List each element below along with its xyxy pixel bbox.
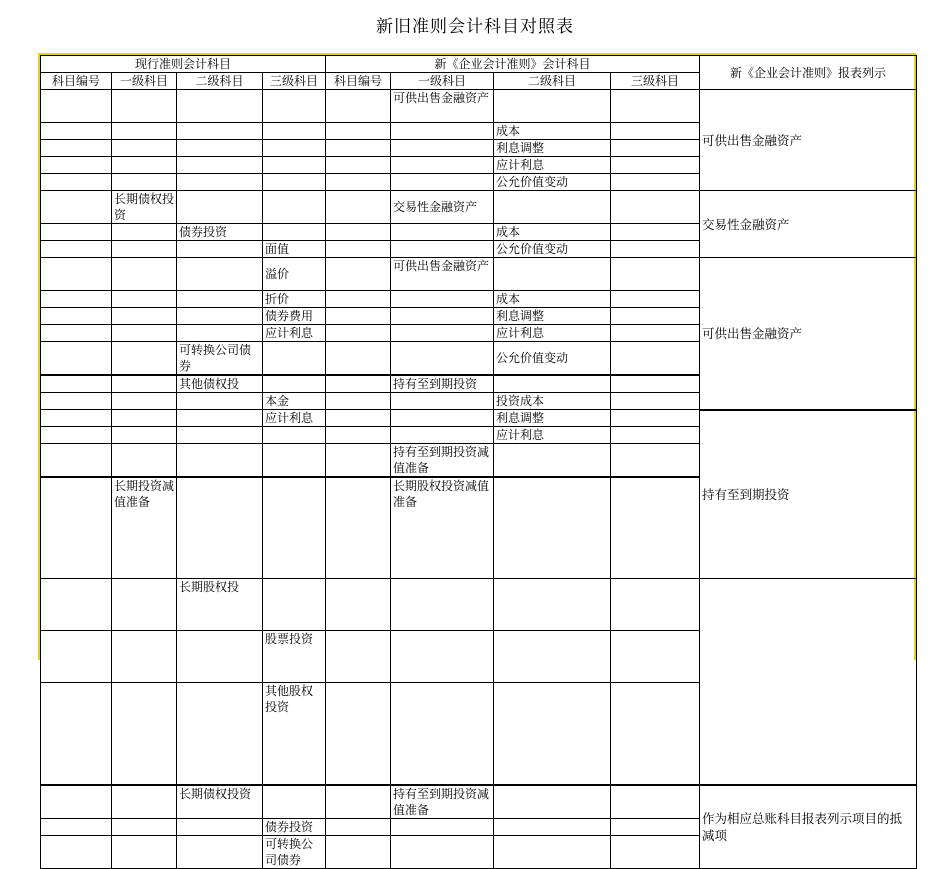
cell <box>391 325 494 342</box>
cell: 长期股权投资减值准备 <box>391 477 494 579</box>
cell <box>263 174 326 191</box>
header-col: 科目编号 <box>326 73 391 90</box>
cell <box>112 410 177 427</box>
cell: 债券投资 <box>263 818 326 835</box>
cell <box>611 785 700 819</box>
cell <box>112 579 177 631</box>
cell <box>611 241 700 258</box>
cell <box>263 224 326 241</box>
cell <box>263 785 326 819</box>
table-row <box>41 191 917 224</box>
cell: 成本 <box>494 123 611 140</box>
cell <box>263 140 326 157</box>
cell <box>326 325 391 342</box>
cell <box>611 427 700 444</box>
cell <box>494 785 611 819</box>
header-col: 二级科目 <box>494 73 611 90</box>
cell <box>177 427 263 444</box>
cell <box>112 375 177 393</box>
cell <box>263 579 326 631</box>
header-col: 一级科目 <box>112 73 177 90</box>
cell <box>391 140 494 157</box>
cell <box>41 631 112 683</box>
cell <box>611 410 700 427</box>
cell <box>177 241 263 258</box>
cell: 长期股权投 <box>177 579 263 631</box>
table-row <box>41 682 917 784</box>
cell <box>326 157 391 174</box>
cell: 其他债权投 <box>177 375 263 393</box>
cell <box>41 818 112 835</box>
page-title: 新旧准则会计科目对照表 <box>376 17 574 37</box>
cell: 长期投资减值准备 <box>112 477 177 579</box>
cell <box>41 579 112 631</box>
cell <box>611 325 700 342</box>
cell <box>391 123 494 140</box>
cell <box>391 291 494 308</box>
cell <box>41 224 112 241</box>
cell <box>263 342 326 376</box>
cell: 溢价 <box>263 258 326 291</box>
report-cell: 可供出售金融资产 <box>700 258 917 410</box>
cell <box>611 579 700 631</box>
cell <box>112 835 177 868</box>
mapping-table <box>40 55 917 869</box>
cell <box>611 90 700 123</box>
cell <box>41 393 112 410</box>
cell <box>326 191 391 224</box>
cell <box>326 174 391 191</box>
cell <box>494 375 611 393</box>
table-row <box>41 410 917 427</box>
cell: 折价 <box>263 291 326 308</box>
cell <box>494 191 611 224</box>
cell: 持有至到期投资 <box>391 375 494 393</box>
cell: 可转换公司债券 <box>263 835 326 868</box>
cell <box>611 444 700 478</box>
cell <box>494 682 611 784</box>
cell: 应计利息 <box>494 157 611 174</box>
table-row <box>41 258 917 291</box>
header-col: 二级科目 <box>177 73 263 90</box>
cell <box>177 818 263 835</box>
header-old-group: 现行准则会计科目 <box>41 56 326 73</box>
cell <box>611 375 700 393</box>
cell <box>112 818 177 835</box>
cell <box>326 375 391 393</box>
cell <box>177 191 263 224</box>
cell <box>494 444 611 478</box>
cell: 成本 <box>494 224 611 241</box>
cell <box>326 291 391 308</box>
cell <box>326 427 391 444</box>
cell <box>391 174 494 191</box>
cell: 公允价值变动 <box>494 241 611 258</box>
cell <box>177 393 263 410</box>
cell <box>112 291 177 308</box>
cell: 利息调整 <box>494 308 611 325</box>
cell <box>112 174 177 191</box>
cell <box>112 682 177 784</box>
cell <box>41 342 112 376</box>
cell: 交易性金融资产 <box>391 191 494 224</box>
cell: 利息调整 <box>494 410 611 427</box>
cell <box>263 477 326 579</box>
cell <box>41 682 112 784</box>
cell <box>177 140 263 157</box>
cell <box>611 835 700 868</box>
cell: 成本 <box>494 291 611 308</box>
cell <box>112 157 177 174</box>
cell <box>326 308 391 325</box>
cell <box>611 477 700 579</box>
cell <box>41 444 112 478</box>
cell <box>391 410 494 427</box>
cell <box>177 682 263 784</box>
cell <box>112 308 177 325</box>
cell <box>41 140 112 157</box>
cell: 可转换公司债券 <box>177 342 263 376</box>
cell <box>391 631 494 683</box>
cell <box>391 579 494 631</box>
cell <box>41 308 112 325</box>
cell <box>112 785 177 819</box>
cell: 债券投资 <box>177 224 263 241</box>
cell <box>41 427 112 444</box>
cell <box>112 444 177 478</box>
cell <box>112 631 177 683</box>
cell <box>391 427 494 444</box>
cell: 应计利息 <box>494 427 611 444</box>
cell <box>177 325 263 342</box>
cell <box>177 631 263 683</box>
cell: 可供出售金融资产 <box>391 258 494 291</box>
cell <box>326 410 391 427</box>
cell: 股票投资 <box>263 631 326 683</box>
cell <box>391 818 494 835</box>
cell <box>263 90 326 123</box>
cell <box>177 90 263 123</box>
cell: 公允价值变动 <box>494 174 611 191</box>
cell <box>263 157 326 174</box>
cell <box>177 174 263 191</box>
cell <box>263 427 326 444</box>
table-row <box>41 785 917 819</box>
cell <box>112 427 177 444</box>
cell <box>494 258 611 291</box>
cell: 债券费用 <box>263 308 326 325</box>
cell <box>326 393 391 410</box>
cell <box>391 157 494 174</box>
cell <box>391 241 494 258</box>
header-col: 科目编号 <box>41 73 112 90</box>
cell <box>611 123 700 140</box>
report-cell: 作为相应总账科目报表列示项目的抵减项 <box>700 785 917 869</box>
cell <box>177 410 263 427</box>
table-row <box>41 631 917 683</box>
cell <box>611 140 700 157</box>
cell <box>177 291 263 308</box>
cell <box>41 258 112 291</box>
cell <box>326 785 391 819</box>
cell <box>41 410 112 427</box>
cell: 本金 <box>263 393 326 410</box>
cell <box>112 140 177 157</box>
report-cell: 持有至到期投资 <box>700 410 917 579</box>
cell: 应计利息 <box>263 410 326 427</box>
cell <box>41 174 112 191</box>
cell <box>611 191 700 224</box>
cell <box>41 477 112 579</box>
cell <box>41 123 112 140</box>
cell <box>112 224 177 241</box>
cell <box>611 291 700 308</box>
cell <box>112 90 177 123</box>
cell <box>611 393 700 410</box>
cell <box>112 123 177 140</box>
cell: 长期债权投资 <box>177 785 263 819</box>
cell <box>326 90 391 123</box>
cell <box>326 123 391 140</box>
cell <box>494 818 611 835</box>
cell <box>41 785 112 819</box>
cell <box>326 342 391 376</box>
cell: 持有至到期投资减值准备 <box>391 444 494 478</box>
cell <box>41 90 112 123</box>
cell <box>263 375 326 393</box>
table-row <box>41 579 917 631</box>
cell <box>263 444 326 478</box>
header-col: 三级科目 <box>611 73 700 90</box>
cell <box>112 342 177 376</box>
cell <box>611 682 700 784</box>
cell <box>326 224 391 241</box>
cell <box>41 325 112 342</box>
cell <box>326 241 391 258</box>
cell <box>326 258 391 291</box>
cell: 应计利息 <box>494 325 611 342</box>
cell <box>611 157 700 174</box>
cell: 可供出售金融资产 <box>391 90 494 123</box>
cell <box>177 258 263 291</box>
cell <box>112 241 177 258</box>
cell <box>41 241 112 258</box>
cell <box>177 477 263 579</box>
cell: 其他股权投资 <box>263 682 326 784</box>
cell <box>391 308 494 325</box>
cell <box>41 191 112 224</box>
header-new-group: 新《企业会计准则》会计科目 <box>326 56 700 73</box>
cell <box>391 224 494 241</box>
cell <box>391 342 494 376</box>
cell <box>41 291 112 308</box>
cell <box>326 140 391 157</box>
report-cell: 可供出售金融资产 <box>700 90 917 191</box>
cell <box>391 682 494 784</box>
cell <box>326 818 391 835</box>
cell <box>611 342 700 376</box>
report-cell: 交易性金融资产 <box>700 191 917 258</box>
cell <box>326 631 391 683</box>
cell <box>494 835 611 868</box>
cell <box>263 123 326 140</box>
cell <box>263 191 326 224</box>
header-col: 三级科目 <box>263 73 326 90</box>
cell: 面值 <box>263 241 326 258</box>
cell <box>177 308 263 325</box>
cell: 投资成本 <box>494 393 611 410</box>
cell <box>611 631 700 683</box>
cell: 持有至到期投资减值准备 <box>391 785 494 819</box>
cell <box>611 224 700 241</box>
cell <box>112 325 177 342</box>
cell <box>112 393 177 410</box>
cell <box>494 631 611 683</box>
cell <box>41 375 112 393</box>
cell <box>326 444 391 478</box>
cell <box>611 258 700 291</box>
cell: 应计利息 <box>263 325 326 342</box>
cell <box>494 579 611 631</box>
cell <box>326 682 391 784</box>
cell: 长期债权投资 <box>112 191 177 224</box>
cell <box>41 835 112 868</box>
cell <box>112 258 177 291</box>
cell <box>611 818 700 835</box>
cell <box>391 835 494 868</box>
cell <box>326 477 391 579</box>
cell <box>41 157 112 174</box>
cell <box>177 444 263 478</box>
cell <box>326 835 391 868</box>
header-col: 一级科目 <box>391 73 494 90</box>
cell <box>391 393 494 410</box>
cell <box>177 123 263 140</box>
cell <box>177 157 263 174</box>
cell <box>494 90 611 123</box>
table-row <box>41 90 917 123</box>
cell: 公允价值变动 <box>494 342 611 376</box>
header-report: 新《企业会计准则》报表列示 <box>700 56 917 90</box>
cell <box>611 174 700 191</box>
cell: 利息调整 <box>494 140 611 157</box>
cell <box>177 835 263 868</box>
cell <box>326 579 391 631</box>
cell <box>494 477 611 579</box>
cell <box>611 308 700 325</box>
